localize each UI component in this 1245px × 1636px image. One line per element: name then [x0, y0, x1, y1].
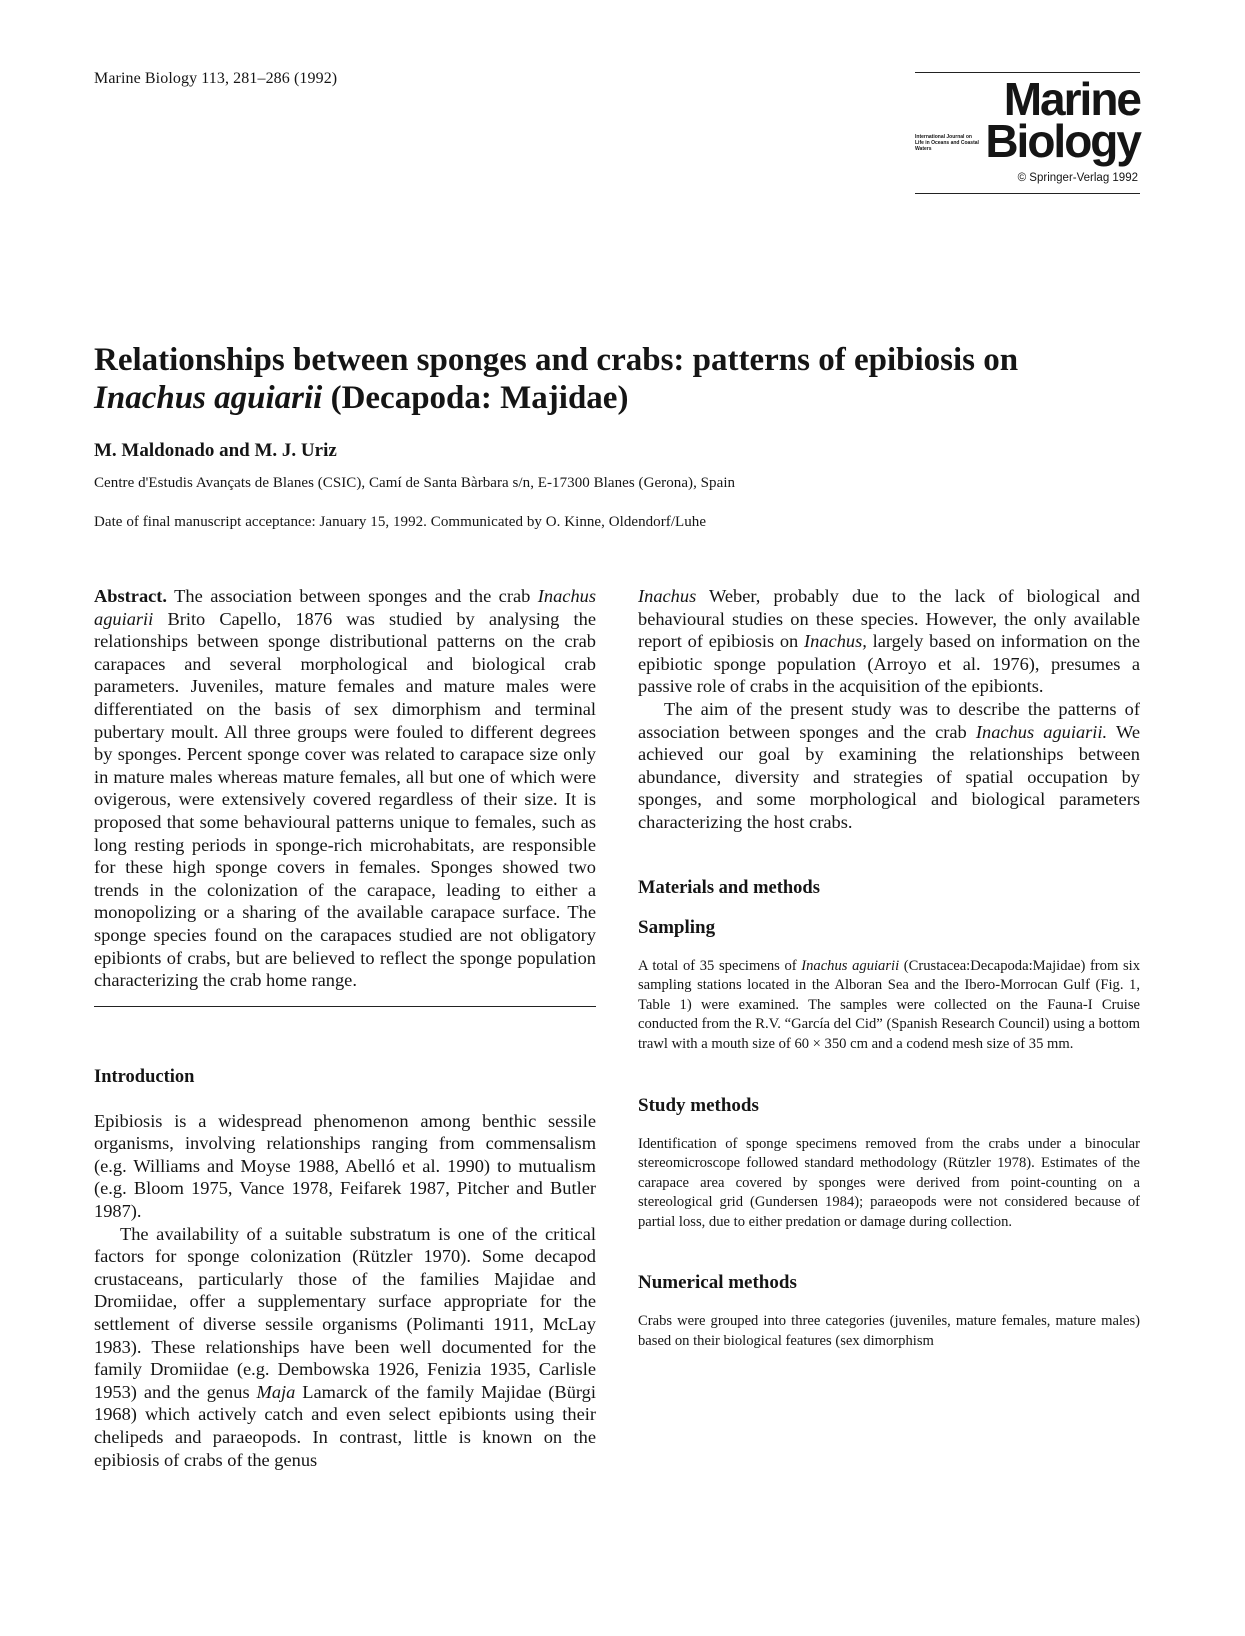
left-column — [94, 585, 596, 1471]
intro-paragraph-2: The availability of a suitable substratum is one of the critical factors for sponge colonization (Rützler 1970). Some decapod crustaceans, particularly those of the families Majidae and Dromiidae, offer a supplementary surface appropriate for the settlement of diverse sessile organisms (Polimanti 1911, McLay 1983). These relationships have been well documented for the family Dromiidae (e.g. Dembowska 1926, Fenizia 1935, Carlisle 1953) and the genus Maja Lamarck of the family Majidae (Bürgi 1968) which actively catch and even select epibionts using their chelipeds and paraeopods. In contrast, little is known on the epibiosis of crabs of the genus — [94, 1223, 596, 1470]
copyright-notice: © Springer-Verlag 1992 — [1017, 172, 1138, 184]
sampling-paragraph: A total of 35 specimens of Inachus aguiarii (Crustacea:Decapoda:Majidae) from six sampling stations located in the Alboran Sea and the Ibero-Morrocan Gulf (Fig. 1, Table 1) were examined. The samples were collected on the Fauna-I Cruise conducted from the R.V. “García del Cid” (Spanish Research Council) using a bottom trawl with a mouth size of 60 × 350 cm and a codend mesh size of 35 mm. — [638, 957, 1140, 1052]
methods-heading: Materials and methods — [638, 877, 820, 898]
intro-paragraph-3: The aim of the present study was to describe the patterns of association between sponges and the crab Inachus aguiarii. We achieved our goal by examining the relationships between abundance, diversity and strategies of spatial occupation by sponges, and some morphological and biological parameters characterizing the host crabs. — [638, 698, 1140, 832]
numerical-methods-paragraph: Crabs were grouped into three categories (juveniles, mature females, mature males) based on their biological features (sex dimorphism — [638, 1313, 1140, 1350]
title-species-name: Inachus aguiarii — [94, 380, 323, 416]
numerical-methods-heading: Numerical methods — [638, 1272, 797, 1294]
logo-word-biology: Biology — [985, 115, 1140, 167]
intro-paragraph-1: Epibiosis is a widespread phenomenon among benthic sessile organisms, involving relationships ranging from commensalism (e.g. Williams and Moyse 1988, Abelló et al. 1990) to mutualism (e.g. Bloom 1975, Vance 1978, Feifarek 1987, Pitcher and Butler 1987). — [94, 1110, 596, 1222]
abstract-divider — [94, 1006, 596, 1007]
introduction-heading: Introduction — [94, 1066, 195, 1087]
right-column — [638, 585, 1140, 1352]
journal-logo — [915, 72, 1140, 194]
logo-tagline: International Journal on Life in Oceans and Coastal Waters — [915, 134, 979, 152]
logo-bottom-rule — [915, 193, 1140, 194]
abstract-label: Abstract. — [94, 586, 168, 606]
study-methods-heading: Study methods — [638, 1094, 759, 1116]
intro-paragraph-2-continued: Inachus Weber, probably due to the lack of biological and behavioural studies on these species. However, the only available report of epibiosis on Inachus, largely based on information on the epibiotic sponge population (Arroyo et al. 1976), presumes a passive role of crabs in the acquisition of the epibionts. — [638, 586, 1141, 697]
logo-word-marine: Marine — [1003, 73, 1140, 125]
study-methods-paragraph: Identification of sponge specimens removed from the crabs under a binocular stereomicroscope followed standard methodology (Rützler 1978). Estimates of the carapace area covered by sponges were derived from point-counting on a stereological grid (Gundersen 1984); paraeopods were not considered because of partial loss, due to either predation or damage during collection. — [638, 1135, 1140, 1230]
author-affiliation: Centre d'Estudis Avançats de Blanes (CSIC), Camí de Santa Bàrbara s/n, E-17300 Blanes (Gerona), Spain — [94, 475, 736, 491]
manuscript-dates: Date of final manuscript acceptance: January 15, 1992. Communicated by O. Kinne, Oldendorf/Luhe — [94, 514, 707, 530]
article-authors: M. Maldonado and M. J. Uriz — [94, 440, 337, 461]
sampling-heading: Sampling — [638, 916, 716, 938]
article-title: Relationships between sponges and crabs: patterns of epibiosis on Inachus aguiarii (Decapoda: Majidae) — [94, 342, 1019, 416]
journal-citation: Marine Biology 113, 281–286 (1992) — [94, 70, 338, 87]
abstract-paragraph: Abstract. The association between sponges and the crab Inachus aguiarii Brito Capello, 1876 was studied by analysing the relationships between sponge distributional patterns on the crab carapaces and several morphological and biological crab parameters. Juveniles, mature females and mature males were differentiated on the basis of sex dimorphism and terminal pubertary moult. All three groups were fouled to different degrees by sponges. Percent sponge cover was related to carapace size only in mature males whereas mature females, all but one of which were ovigerous, were extensively covered regardless of their size. It is proposed that some behavioural patterns unique to females, such as long resting periods in sponge-rich microhabitats, are responsible for these high sponge covers in females. Sponges showed two trends in the colonization of the carapace, leading to either a monopolizing or a sharing of the available carapace surface. The sponge species found on the carapaces studied are not obligatory epibionts of crabs, but are believed to reflect the sponge population characterizing the crab home range. — [94, 586, 596, 991]
